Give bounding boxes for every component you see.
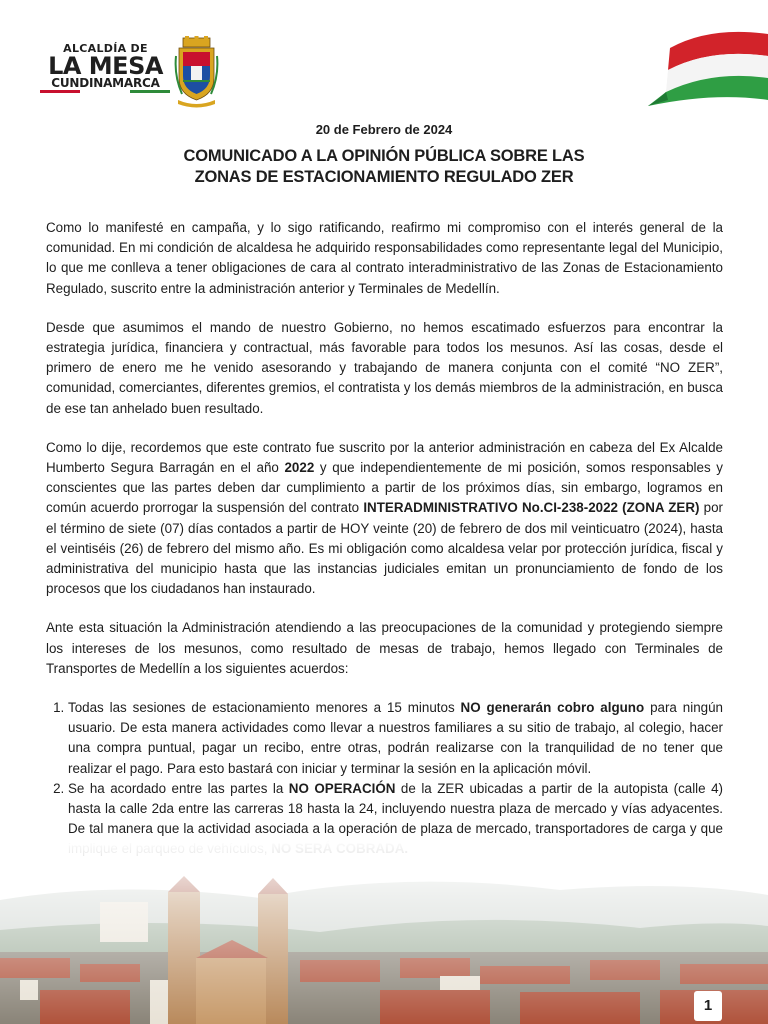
title-line-1: COMUNICADO A LA OPINIÓN PÚBLICA SOBRE LAS [183,147,585,165]
la-mesa-flag-icon [640,26,768,116]
paragraph-1: Como lo manifesté en campaña, y lo sigo ratificando, reafirmo mi compromiso con el interés general de la comunidad. En mi condición de alcaldesa he adquirido responsabilidades como representante legal del Municipio, lo que me conlleva a tener obligaciones de cara al contrato interadministrativo de las Zonas de Estacionamiento Regulado, suscrito entre la administración anterior y Terminales de Medellín. [46,220,723,296]
agreement-1-highlight: NO generarán cobro alguno [460,700,645,716]
paragraph-4: Ante esta situación la Administración atendiendo a las preocupaciones de la comunidad y protegiendo siempre los intereses de los mesunos, como resultado de mesas de trabajo, hemos llegado con Terminales de Transportes de Medellín a los siguientes acuerdos: [46,620,723,676]
logo-green-stripe [130,90,170,93]
logo-line-alcaldia: ALCALDÍA DE [63,42,148,55]
document-body [46,218,723,860]
paragraph-2: Desde que asumimos el mando de nuestro Gobierno, no hemos escatimado esfuerzos para encontrar la estrategia jurídica, financiera y contractual, más favorable para todos los mesunos. Así las cosas, desde el primero de enero me he venido asesorando y trabajando de manera conjunta con el comité “NO ZER”, comunidad, comerciantes, diferentes gremios, el contratista y los demás miembros de la administración, en busca de ese tan anhelado buen resultado. [46,319,723,416]
title-line-2: ZONAS DE ESTACIONAMIENTO REGULADO ZER [194,168,574,186]
agreements-list [46,698,723,860]
agreement-2-text-c: de la ZER ubicadas a partir de la autopista (calle 4) hasta la calle 2da entre las carreras 18 hasta la 24, incluyendo nuestra plaza de mercado y vías adyacentes. De tal manera que la actividad asociada a la operación de plaza de mercado, transportadores de carga y que [68,780,723,837]
paragraph-3-text-c: y que independientemente de mi posición, somos responsables y conscientes que las partes deben dar cumplimiento a partir de los próximos días, sin embargo, logramos en común acuerdo prorrogar la suspensión del contrato [46,460,723,516]
logo-red-stripe [40,90,80,93]
paragraph-3-text-a: Como lo dije, recordemos que este contrato fue suscrito por la anterior administración en cabeza del Ex Alcalde Humberto Segura Barragán en el año [46,439,723,476]
agreement-2-highlight: NO OPERACIÓN [288,780,396,796]
logo-line-la-mesa: LA MESA [48,52,163,80]
document-header [0,0,768,120]
logo-wordmark [38,36,173,90]
paragraph-3-year: 2022 [284,460,315,476]
agreement-item-1 [68,698,723,779]
document-title [0,146,768,188]
agreement-1-text-a: Todas las sesiones de estacionamiento menores a 15 minutos [68,700,461,716]
coat-of-arms-icon [174,36,219,108]
agreement-1-text-c: para ningún usuario. De esta manera actividades como llevar a nuestros familiares a su sitio de trabajo, al colegio, hacer una compra puntual, pagar un recibo, entre otras, podrán realizarse con la tranquilidad de no tener que realizar el pago. Para esto bastará con iniciar y terminar la sesión en la aplicación móvil. [68,700,723,776]
municipality-logo [38,36,228,114]
town-panorama-image [0,840,768,1024]
document-date: 20 de Febrero de 2024 [315,122,453,137]
page-number: 1 [694,991,722,1021]
logo-line-cundinamarca: CUNDINAMARCA [51,76,160,90]
paragraph-3 [46,438,723,600]
paragraph-3-contract-number: INTERADMINISTRATIVO No.CI-238-2022 (ZONA ZER) [363,500,700,516]
agreement-2-text-a: Se ha acordado entre las partes la [68,780,289,796]
paragraph-3-text-e: por el término de siete (07) días contados a partir de HOY veinte (20) de febrero de dos mil veinticuatro (2024), hasta el veintiséis (26) de febrero del mismo año. Es mi obligación como alcaldesa velar por protección jurídica, fiscal y administrativa del municipio hasta que las instancias judiciales emitan un pronunciamiento de fondo de los procesos que los ciudadanos han instaurado. [46,500,723,597]
